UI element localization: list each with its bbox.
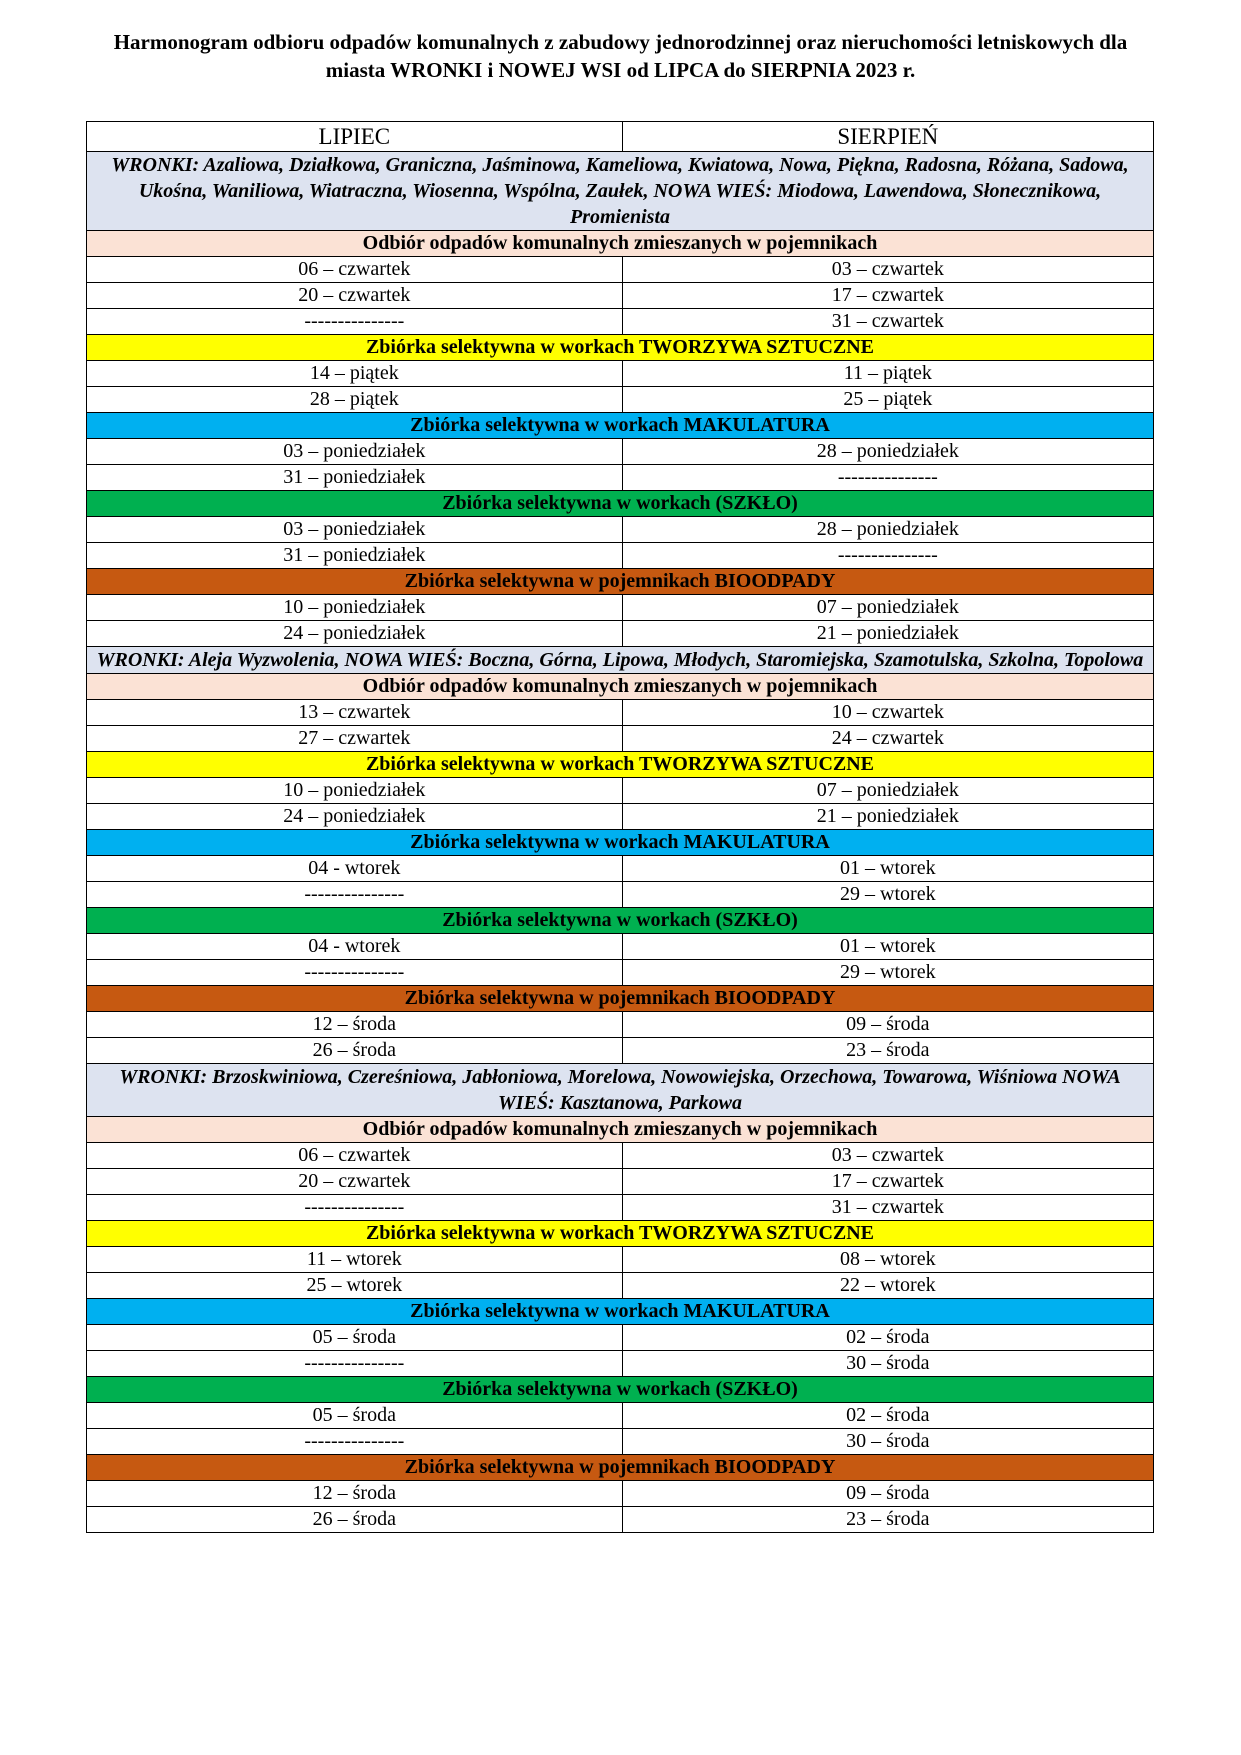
category-label: Zbiórka selektywna w workach (SZKŁO) <box>87 1377 1154 1403</box>
august-date: 22 – wtorek <box>622 1273 1153 1299</box>
july-date: --------------- <box>87 960 623 986</box>
july-date: --------------- <box>87 1429 623 1455</box>
category-label: Zbiórka selektywna w pojemnikach BIOODPADY <box>87 986 1154 1012</box>
august-date: --------------- <box>622 543 1153 569</box>
july-date: 31 – poniedziałek <box>87 543 623 569</box>
title-line-1: Harmonogram odbioru odpadów komunalnych z zabudowy jednorodzinnej oraz nieruchomości letniskowych dla <box>113 30 1128 54</box>
july-date: --------------- <box>87 882 623 908</box>
july-date: 14 – piątek <box>87 361 623 387</box>
august-date: 17 – czwartek <box>622 1169 1153 1195</box>
july-date: 05 – środa <box>87 1325 623 1351</box>
august-date: 28 – poniedziałek <box>622 517 1153 543</box>
date-row <box>87 465 1154 491</box>
category-row-mixed <box>87 674 1154 700</box>
category-row-mixed <box>87 231 1154 257</box>
category-label: Odbiór odpadów komunalnych zmieszanych w pojemnikach <box>87 231 1154 257</box>
category-label: Zbiórka selektywna w workach MAKULATURA <box>87 830 1154 856</box>
title-line-2: miasta WRONKI i NOWEJ WSI od LIPCA do SIERPNIA 2023 r. <box>325 58 916 82</box>
column-header-august: SIERPIEŃ <box>622 122 1153 152</box>
date-row <box>87 1507 1154 1533</box>
date-row <box>87 1481 1154 1507</box>
august-date: 21 – poniedziałek <box>622 621 1153 647</box>
schedule-table <box>86 121 1154 1533</box>
category-row-paper <box>87 830 1154 856</box>
date-row <box>87 361 1154 387</box>
date-row <box>87 439 1154 465</box>
august-date: 23 – środa <box>622 1038 1153 1064</box>
category-label: Zbiórka selektywna w workach (SZKŁO) <box>87 491 1154 517</box>
august-date: 25 – piątek <box>622 387 1153 413</box>
schedule-body <box>87 152 1154 1533</box>
date-row <box>87 1351 1154 1377</box>
date-row <box>87 387 1154 413</box>
date-row <box>87 1169 1154 1195</box>
street-group-row <box>87 1064 1154 1117</box>
category-label: Zbiórka selektywna w pojemnikach BIOODPADY <box>87 1455 1154 1481</box>
category-row-bio <box>87 986 1154 1012</box>
category-row-plastic <box>87 335 1154 361</box>
july-date: 10 – poniedziałek <box>87 595 623 621</box>
august-date: 30 – środa <box>622 1351 1153 1377</box>
street-group-row <box>87 647 1154 674</box>
august-date: 17 – czwartek <box>622 283 1153 309</box>
august-date: 24 – czwartek <box>622 726 1153 752</box>
category-row-paper <box>87 413 1154 439</box>
august-date: --------------- <box>622 465 1153 491</box>
date-row <box>87 595 1154 621</box>
july-date: 11 – wtorek <box>87 1247 623 1273</box>
date-row <box>87 257 1154 283</box>
category-label: Odbiór odpadów komunalnych zmieszanych w pojemnikach <box>87 1117 1154 1143</box>
august-date: 28 – poniedziałek <box>622 439 1153 465</box>
august-date: 09 – środa <box>622 1012 1153 1038</box>
august-date: 09 – środa <box>622 1481 1153 1507</box>
july-date: --------------- <box>87 1351 623 1377</box>
august-date: 11 – piątek <box>622 361 1153 387</box>
category-label: Zbiórka selektywna w workach TWORZYWA SZTUCZNE <box>87 752 1154 778</box>
july-date: 10 – poniedziałek <box>87 778 623 804</box>
date-row <box>87 882 1154 908</box>
date-row <box>87 1273 1154 1299</box>
august-date: 30 – środa <box>622 1429 1153 1455</box>
july-date: --------------- <box>87 309 623 335</box>
category-row-plastic <box>87 1221 1154 1247</box>
august-date: 31 – czwartek <box>622 309 1153 335</box>
july-date: 03 – poniedziałek <box>87 517 623 543</box>
august-date: 03 – czwartek <box>622 1143 1153 1169</box>
date-row <box>87 856 1154 882</box>
category-label: Zbiórka selektywna w workach (SZKŁO) <box>87 908 1154 934</box>
august-date: 03 – czwartek <box>622 257 1153 283</box>
july-date: 31 – poniedziałek <box>87 465 623 491</box>
august-date: 07 – poniedziałek <box>622 595 1153 621</box>
july-date: 12 – środa <box>87 1012 623 1038</box>
date-row <box>87 778 1154 804</box>
date-row <box>87 1012 1154 1038</box>
header-row <box>87 122 1154 152</box>
july-date: 24 – poniedziałek <box>87 804 623 830</box>
date-row <box>87 1038 1154 1064</box>
category-row-bio <box>87 1455 1154 1481</box>
august-date: 21 – poniedziałek <box>622 804 1153 830</box>
category-label: Zbiórka selektywna w workach MAKULATURA <box>87 1299 1154 1325</box>
august-date: 31 – czwartek <box>622 1195 1153 1221</box>
category-row-bio <box>87 569 1154 595</box>
august-date: 29 – wtorek <box>622 960 1153 986</box>
date-row <box>87 309 1154 335</box>
august-date: 02 – środa <box>622 1325 1153 1351</box>
july-date: 24 – poniedziałek <box>87 621 623 647</box>
date-row <box>87 1429 1154 1455</box>
august-date: 10 – czwartek <box>622 700 1153 726</box>
july-date: 28 – piątek <box>87 387 623 413</box>
july-date: --------------- <box>87 1195 623 1221</box>
category-row-glass <box>87 1377 1154 1403</box>
date-row <box>87 621 1154 647</box>
august-date: 29 – wtorek <box>622 882 1153 908</box>
date-row <box>87 700 1154 726</box>
date-row <box>87 1325 1154 1351</box>
july-date: 05 – środa <box>87 1403 623 1429</box>
date-row <box>87 726 1154 752</box>
july-date: 06 – czwartek <box>87 1143 623 1169</box>
category-row-glass <box>87 908 1154 934</box>
category-row-glass <box>87 491 1154 517</box>
date-row <box>87 1247 1154 1273</box>
category-label: Zbiórka selektywna w workach TWORZYWA SZTUCZNE <box>87 335 1154 361</box>
category-row-mixed <box>87 1117 1154 1143</box>
street-group-label: WRONKI: Aleja Wyzwolenia, NOWA WIEŚ: Boczna, Górna, Lipowa, Młodych, Staromiejska, Szamotulska, Szkolna, Topolowa <box>87 647 1154 674</box>
category-label: Zbiórka selektywna w pojemnikach BIOODPADY <box>87 569 1154 595</box>
date-row <box>87 1195 1154 1221</box>
category-label: Zbiórka selektywna w workach TWORZYWA SZTUCZNE <box>87 1221 1154 1247</box>
august-date: 08 – wtorek <box>622 1247 1153 1273</box>
date-row <box>87 543 1154 569</box>
category-row-plastic <box>87 752 1154 778</box>
july-date: 13 – czwartek <box>87 700 623 726</box>
street-group-label: WRONKI: Azaliowa, Działkowa, Graniczna, Jaśminowa, Kameliowa, Kwiatowa, Nowa, Piękna, Radosna, Różana, Sadowa, Ukośna, Waniliowa, Wiatraczna, Wiosenna, Wspólna, Zaułek, NOWA WIEŚ: Miodowa, Lawendowa, Słonecznikowa, Promienista <box>87 152 1154 231</box>
date-row <box>87 934 1154 960</box>
document-title <box>60 28 1181 84</box>
august-date: 01 – wtorek <box>622 934 1153 960</box>
date-row <box>87 517 1154 543</box>
july-date: 04 - wtorek <box>87 856 623 882</box>
category-label: Odbiór odpadów komunalnych zmieszanych w pojemnikach <box>87 674 1154 700</box>
july-date: 25 – wtorek <box>87 1273 623 1299</box>
july-date: 26 – środa <box>87 1038 623 1064</box>
column-header-july: LIPIEC <box>87 122 623 152</box>
category-label: Zbiórka selektywna w workach MAKULATURA <box>87 413 1154 439</box>
category-row-paper <box>87 1299 1154 1325</box>
july-date: 27 – czwartek <box>87 726 623 752</box>
august-date: 07 – poniedziałek <box>622 778 1153 804</box>
date-row <box>87 283 1154 309</box>
july-date: 06 – czwartek <box>87 257 623 283</box>
august-date: 23 – środa <box>622 1507 1153 1533</box>
july-date: 20 – czwartek <box>87 283 623 309</box>
date-row <box>87 804 1154 830</box>
august-date: 01 – wtorek <box>622 856 1153 882</box>
july-date: 03 – poniedziałek <box>87 439 623 465</box>
july-date: 04 - wtorek <box>87 934 623 960</box>
august-date: 02 – środa <box>622 1403 1153 1429</box>
street-group-row <box>87 152 1154 231</box>
july-date: 12 – środa <box>87 1481 623 1507</box>
july-date: 20 – czwartek <box>87 1169 623 1195</box>
july-date: 26 – środa <box>87 1507 623 1533</box>
date-row <box>87 960 1154 986</box>
date-row <box>87 1403 1154 1429</box>
street-group-label: WRONKI: Brzoskwiniowa, Czereśniowa, Jabłoniowa, Morelowa, Nowowiejska, Orzechowa, Towarowa, Wiśniowa NOWA WIEŚ: Kasztanowa, Parkowa <box>87 1064 1154 1117</box>
date-row <box>87 1143 1154 1169</box>
